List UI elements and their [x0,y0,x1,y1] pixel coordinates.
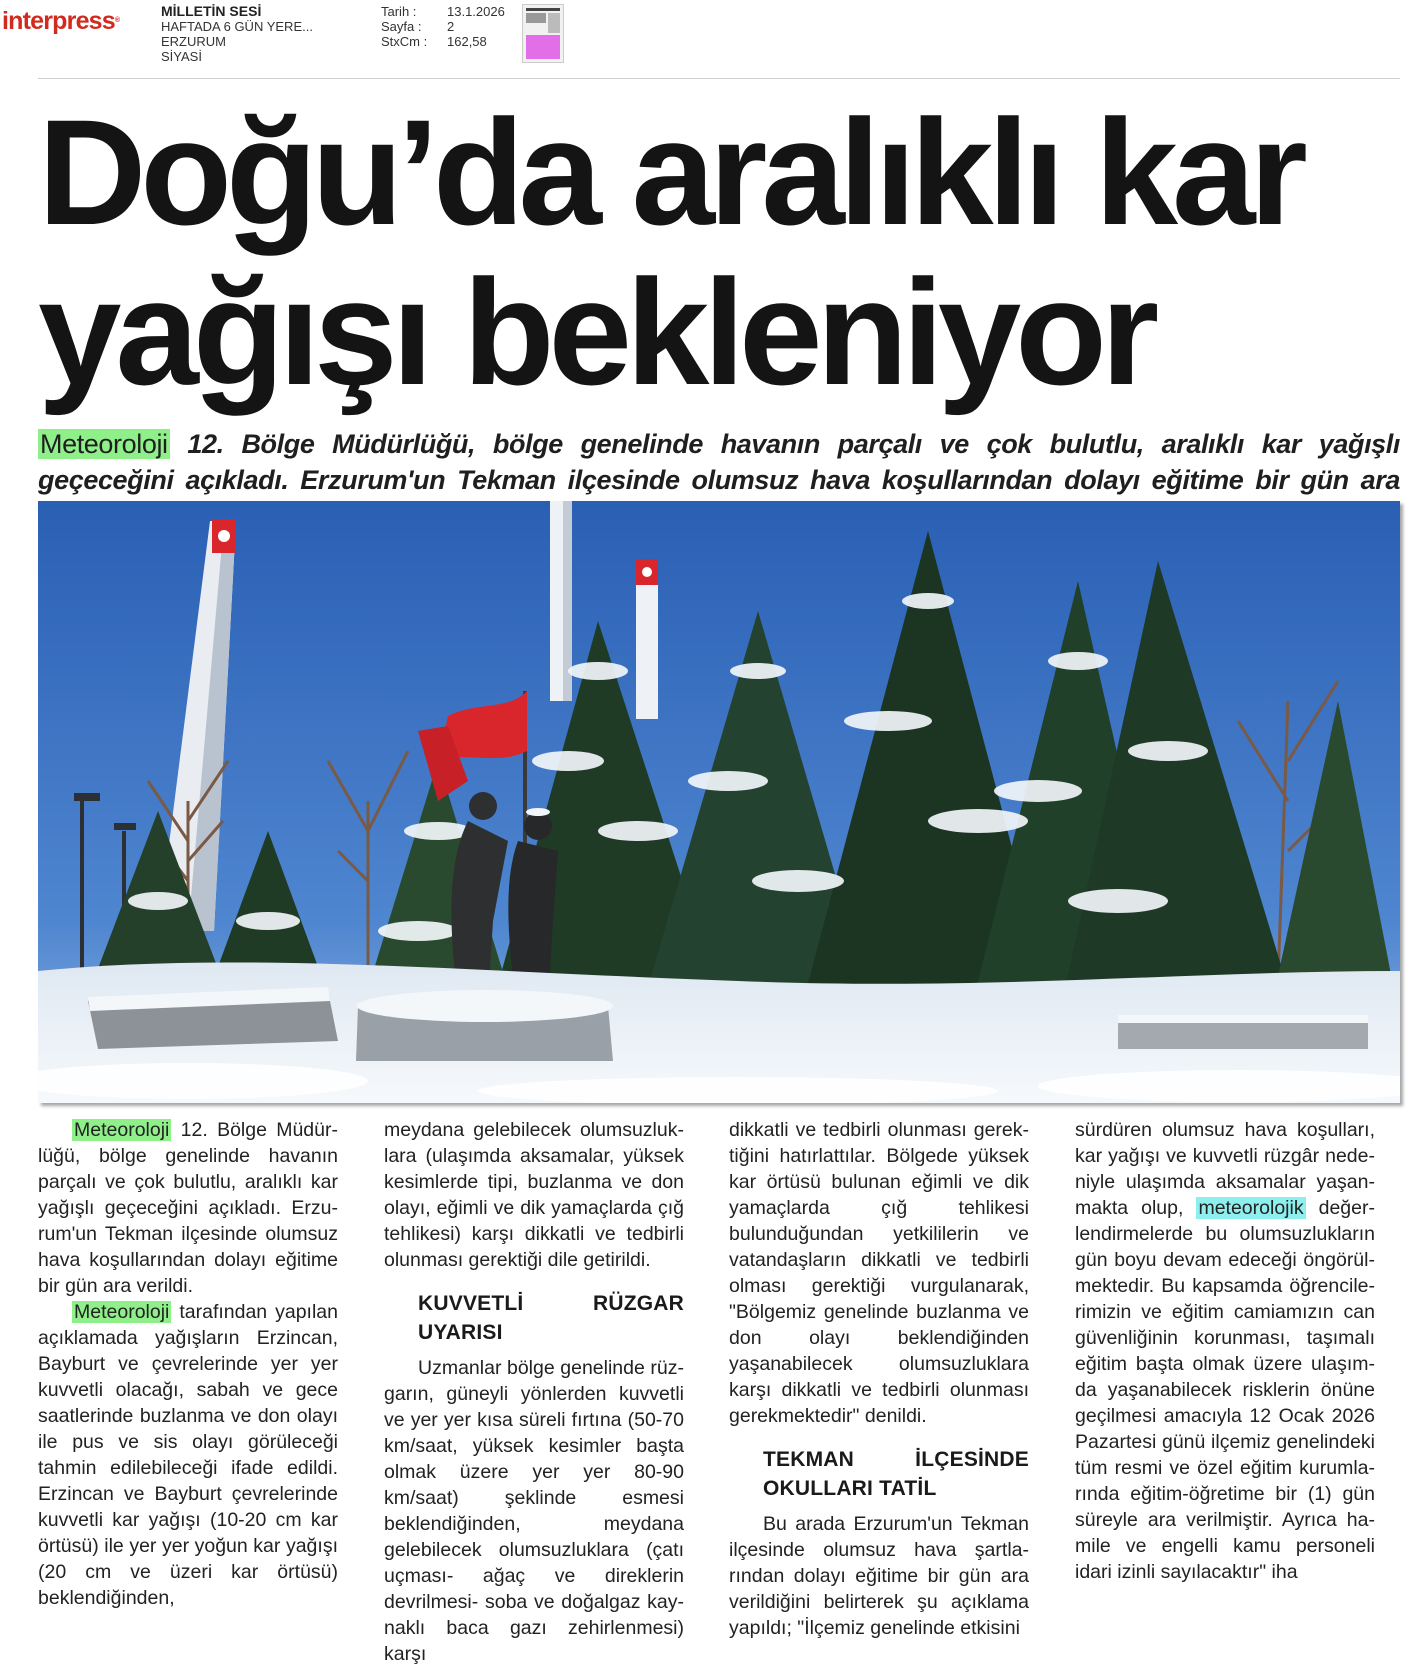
page-thumbnail[interactable] [522,4,564,63]
paragraph: Uzmanlar bölge genelinde rüzgarın, güneyli yönlerden kuvvetli ve yer yer kısa süreli fırtına (50-70 km/saat, yüksek kesimler başta olmak üzere yer yer 80-90 km/saat) şeklinde esmesi beklendiğinden, meydana gelebilecek olumsuzluklara (çatı uçması- ağaç ve direklerin devrilmesi- soba ve doğalgaz kaynaklı baca gazı zehirlenmesi) karşı [384,1357,684,1665]
size-value: 162,58 [447,34,487,49]
paragraph: Bu arada Erzurum'un Tekman ilçesinde olumsuz hava şartlarından dolayı eğitime bir gün ara verildiğini belirterek şu açıklama yapıldı; "İlçemiz genelinde etkisini [729,1513,1029,1639]
snowy-park-illustration [38,501,1400,1103]
subheading-tekman-schools: TEKMAN İLÇESİNDE OKULLARI TATİL [763,1448,1029,1500]
article-column-2 [384,1117,684,1667]
page-row [381,19,505,34]
logo-mark: ® [114,17,120,24]
publication-name: MİLLETİN SESİ [161,3,262,19]
clip-headline-short: HAFTADA 6 GÜN YERE... [161,19,313,34]
size-label: StxCm : [381,34,428,49]
article-column-3 [729,1117,1029,1641]
article-photo [38,501,1400,1103]
subheading-wind-warning: KUVVETLİ RÜZGAR UYARISI [418,1292,684,1344]
page-value: 2 [447,19,455,34]
logo-text: interpress [2,7,115,35]
publication-info [161,4,313,64]
date-label: Tarih : [381,4,417,19]
paragraph-text: değerlendirmelerde bu olumsuzlukların gün boyu devam edeceği öngörülmektedir. Bu kapsamda öğrencilerimizin ve eğitim camiamızın can güvenliğinin korunması, taşımalı eğitim başta olmak üzere ulaşımda yaşanabilecek risklerin önüne geçilmesi amacıyla 12 Ocak 2026 Pazartesi günü ilçemiz genelindeki tüm resmi ve özel eğitim kurumlarında eğitim-öğretime bir (1) gün süreyle ara verilmiştir. Ayrıca hamile ve engelli kamu personeli idari izinli sayılacaktır" iha [1075,1197,1375,1583]
paragraph [1075,1117,1375,1585]
header-divider [38,78,1400,79]
clip-details [381,4,505,49]
interpress-logo [2,6,119,36]
keyword-highlight: meteorolojik [1198,1197,1304,1219]
date-value: 13.1.2026 [447,4,505,19]
lede-keyword-highlight: Meteoroloji [40,429,168,459]
article-headline: Doğu’da aralıklı kar yağışı bekleniyor [38,88,1302,416]
paragraph [38,1299,338,1611]
paragraph-text: tarafından yapılan açıklamada yağışların Erzincan, Bayburt ve çevrelerinde yer yer kuvvetli olacağı, sabah ve gece saatlerinde buzlanma ve don olayı ile pus ve sis olayı görüleceği tahmin edilebileceği ifade edildi. Erzincan ve Bayburt çevrelerinde kuvvetli kar yağışı (10-20 cm kar örtüsü) ile yer yer yoğun kar yağışı (20 cm ve üzeri kar örtüsü) beklendiğinden, [38,1301,338,1609]
page-label: Sayfa : [381,19,422,34]
thumb-block [526,13,546,23]
keyword-highlight: Meteoroloji [74,1119,170,1141]
thumb-block [548,13,560,33]
thumb-block [526,8,560,11]
clip-city: ERZURUM [161,34,226,49]
size-row [381,34,505,49]
paragraph: dikkatli ve tedbirli olunması gerektiğini hatırlattılar. Bölgede yüksek kar örtüsü bulunan eğimli ve dik yamaçlarda çığ tehlikesi bulunduğundan yetkililerin ve vatandaşların dikkatli ve tedbirli olması gerektiği vurgulanarak, "Bölgemiz genelinde buzlanma ve don olayı beklendiğinden yaşanabilecek olumsuzluklara karşı dikkatli ve tedbirli olunması gerekmektedir" denildi. [729,1119,1029,1427]
flag-tower-right [636,559,658,719]
article-column-4 [1075,1117,1375,1585]
paragraph: meydana gelebilecek olumsuzluklara (ulaşımda aksamalar, yüksek kesimlerde tipi, buzlanma ve don olayı, eğimli ve dik yamaçlarda çığ tehlikesi) karşı dikkatli ve tedbirli olunması gerektiği dile getirildi. [384,1119,684,1271]
thumb-article-highlight [526,35,560,59]
lede-text: 12. Bölge Müdürlüğü, bölge genelinde havanın parçalı ve çok bulutlu, aralıklı kar yağışlı geçeceğini açıkladı. Erzurum'un Tekman ilçesinde olumsuz hava koşullarından dolayı eğitime bir gün ara [38,429,1400,495]
date-row [381,4,505,19]
paragraph [38,1117,338,1299]
paragraph-text: sürdüren olumsuz hava koşulları, kar yağışı ve kuvvetli rüzgâr nedeniyle ulaşımda aksamalar yaşanmakta olup, [1075,1119,1375,1219]
clip-category: SİYASİ [161,49,202,64]
paragraph-text: 12. Bölge Müdürlüğü, bölge genelinde havanın parçalı ve çok bulutlu, aralıklı kar yağışlı geçeceğini açıkladı. Erzurum'un Tekman ilçesinde olumsuz hava koşullarından dolayı eğitime bir gün ara verildi. [38,1119,338,1297]
article-column-1 [38,1117,338,1611]
keyword-highlight: Meteoroloji [74,1301,170,1323]
